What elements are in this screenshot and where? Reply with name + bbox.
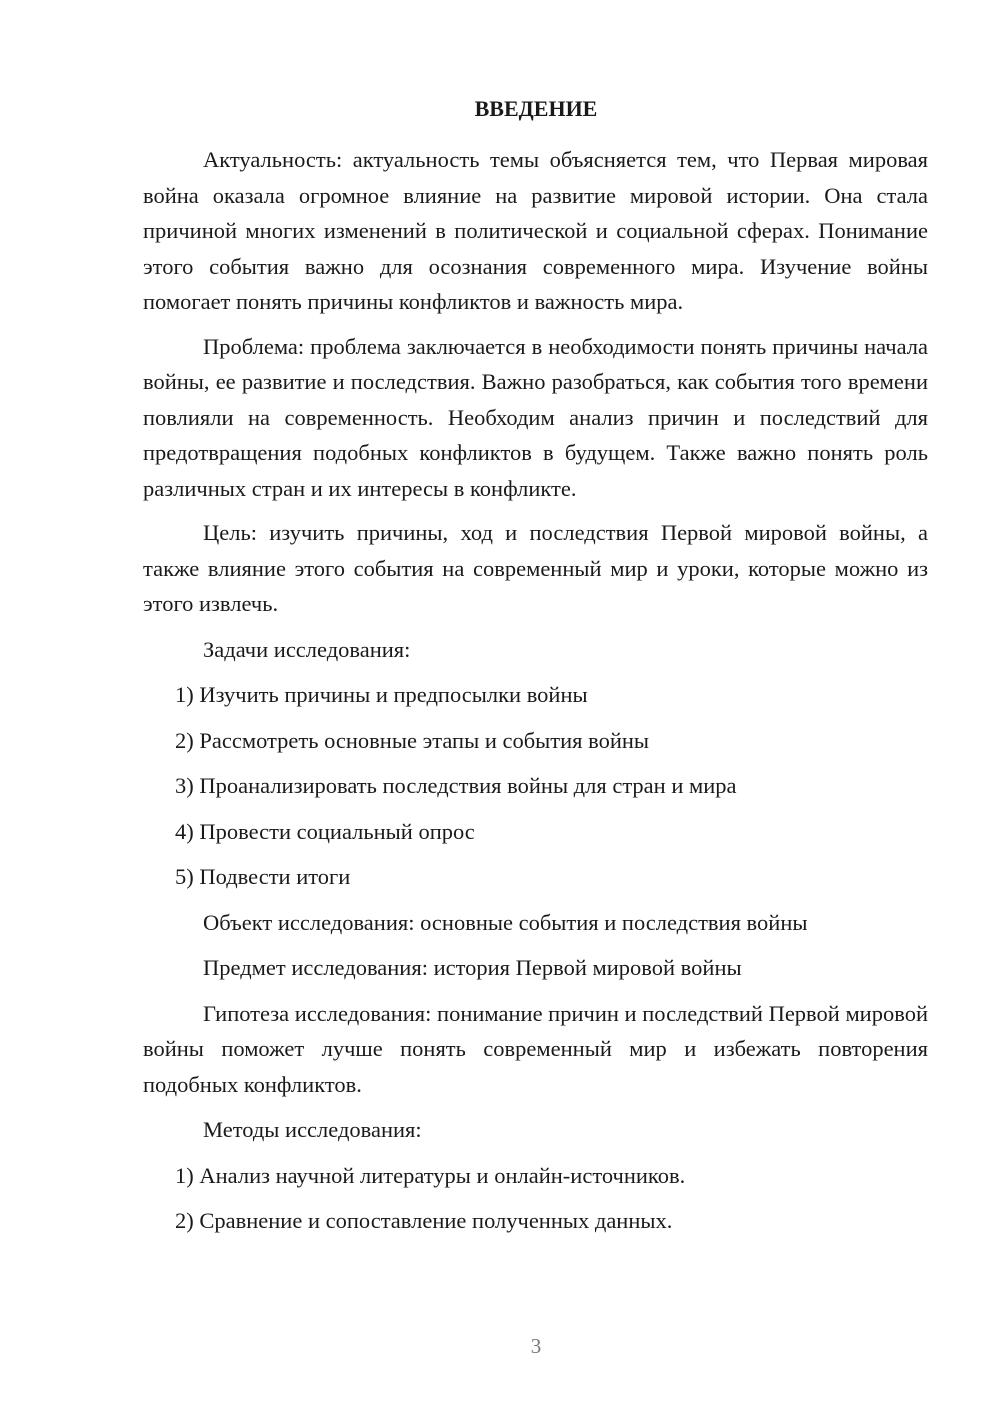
- research-object: Объект исследования: основные события и последствия войны: [203, 909, 808, 935]
- hypothesis-paragraph: Гипотеза исследования: понимание причин и последствий Первой мировой войны поможет лучше понять современный мир и избежать повторения подобных конфликтов.: [143, 1000, 928, 1097]
- goal-paragraph: Цель: изучить причины, ход и последствия Первой мировой войны, а также влияние этого события на современный мир и уроки, которые можно из этого извлечь.: [143, 520, 928, 616]
- research-subject: Предмет исследования: история Первой мировой войны: [203, 955, 742, 980]
- task-item: 5) Подвести итоги: [175, 864, 351, 889]
- task-item: 1) Изучить причины и предпосылки войны: [175, 682, 588, 707]
- method-item: 1) Анализ научной литературы и онлайн-источников.: [175, 1162, 686, 1188]
- method-item: 2) Сравнение и сопоставление полученных данных.: [175, 1208, 673, 1233]
- methods-list: [143, 1158, 928, 1239]
- task-item: 4) Провести социальный опрос: [175, 818, 475, 844]
- task-item: 2) Рассмотреть основные этапы и события войны: [175, 727, 650, 753]
- relevance-paragraph: Актуальность: актуальность темы объясняется тем, что Первая мировая война оказала огромное влияние на развитие мировой истории. Она стала причиной многих изменений в политической и социальной сферах. Понимание этого события важно для осознания современного мира. Изучение войны помогает понять причины конфликтов и важность мира.: [143, 147, 928, 314]
- task-item: 3) Проанализировать последствия войны для стран и мира: [175, 773, 737, 798]
- methods-heading: Методы исследования:: [203, 1117, 422, 1142]
- page-title: ВВЕДЕНИЕ: [474, 96, 598, 121]
- tasks-heading: Задачи исследования:: [203, 636, 411, 662]
- page-number: 3: [530, 1334, 542, 1358]
- tasks-list: [143, 677, 928, 895]
- problem-paragraph: Проблема: проблема заключается в необходимости понять причины начала войны, ее развитие и последствия. Важно разобраться, как события того времени повлияли на современность. Необходим анализ причин и последствий для предотвращения подобных конфликтов в будущем. Также важно понять роль различных стран и их интересы в конфликте.: [143, 333, 928, 501]
- document-body: [143, 142, 928, 1239]
